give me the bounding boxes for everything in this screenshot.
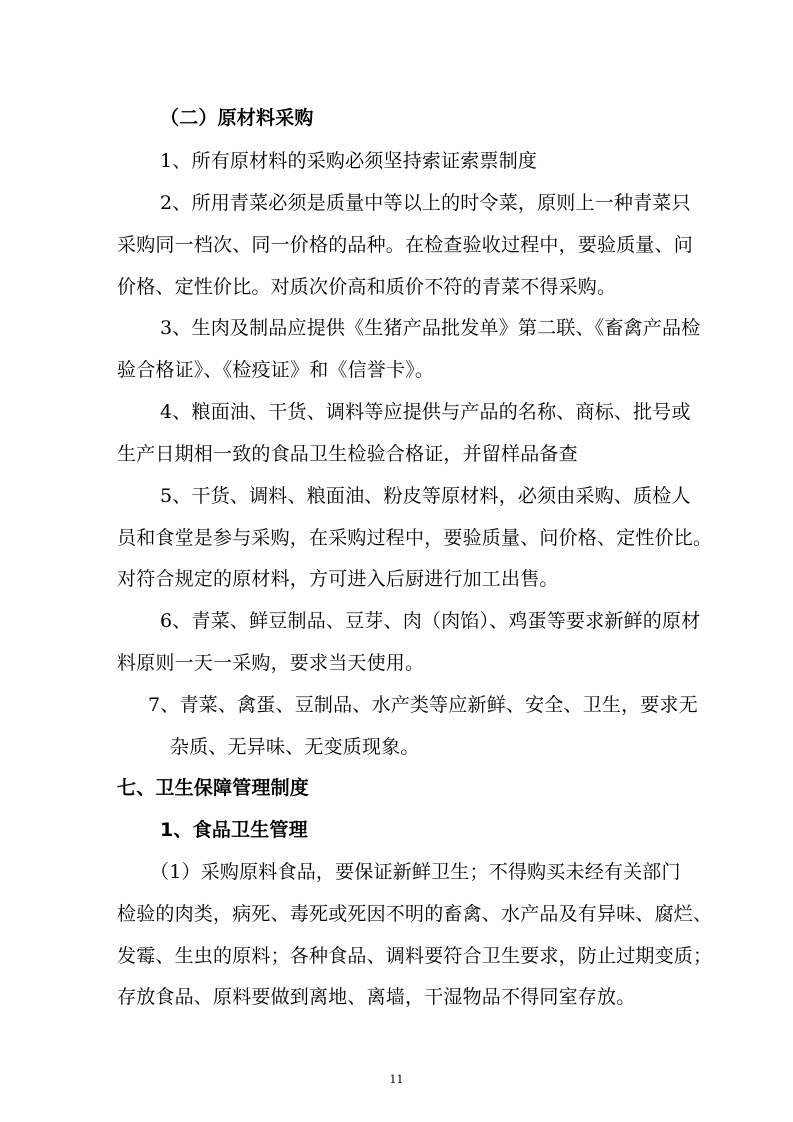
hygiene-para-1-line-2: 检验的肉类，病死、毒死或死因不明的畜禽、水产品及有异味、腐烂、 [117,903,713,925]
hygiene-para-1-line-3: 发霉、生虫的原料；各种食品、调料要符合卫生要求，防止过期变质； [117,945,713,967]
procurement-item-3-line-2: 验合格证》、《检疫证》和《信誉卡》。 [117,359,435,381]
hygiene-para-1-line-4: 存放食品、原料要做到离地、离墙，干湿物品不得同室存放。 [117,986,636,1008]
procurement-item-7-line-1: 7、青菜、禽蛋、豆制品、水产类等应新鲜、安全、卫生，要求无 [148,694,698,716]
hygiene-para-1-line-1: （1）采购原料食品，要保证新鲜卫生；不得购买未经有关部门 [150,861,681,883]
procurement-item-6-line-1: 6、青菜、鲜豆制品、豆芽、肉（肉馅）、鸡蛋等要求新鲜的原材 [160,610,701,632]
section-heading-procurement: （二）原材料采购 [160,107,314,129]
page-number: 11 [389,1073,404,1086]
procurement-item-4-line-2: 生产日期相一致的食品卫生检验合格证，并留样品备查 [117,443,578,465]
procurement-item-3-line-1: 3、生肉及制品应提供《生猪产品批发单》第二联、《畜禽产品检 [160,317,701,339]
procurement-item-5-line-2: 员和食堂是参与采购，在采购过程中，要验质量、问价格、定性价比。 [117,527,713,549]
procurement-item-5-line-1: 5、干货、调料、粮面油、粉皮等原材料，必须由采购、质检人 [160,485,691,507]
procurement-item-5-line-3: 对符合规定的原材料，方可进入后厨进行加工出售。 [117,568,559,590]
procurement-item-1: 1、所有原材料的采购必须坚持索证索票制度 [160,150,538,172]
procurement-item-6-line-2: 料原则一天一采购，要求当天使用。 [117,652,425,674]
procurement-item-7-line-2: 杂质、无异味、无变质现象。 [170,736,420,758]
procurement-item-2-line-2: 采购同一档次、同一价格的品种。在检查验收过程中，要验质量、问 [117,234,694,256]
procurement-item-4-line-1: 4、粮面油、干货、调料等应提供与产品的名称、商标、批号或 [160,401,691,423]
procurement-item-2-line-3: 价格、定性价比。对质次价高和质价不符的青菜不得采购。 [117,276,617,298]
procurement-item-2-line-1: 2、所用青菜必须是质量中等以上的时令菜，原则上一种青菜只 [160,192,691,214]
section-heading-hygiene: 七、卫生保障管理制度 [117,777,310,799]
subheading-food-hygiene: 1、食品卫生管理 [160,819,308,841]
